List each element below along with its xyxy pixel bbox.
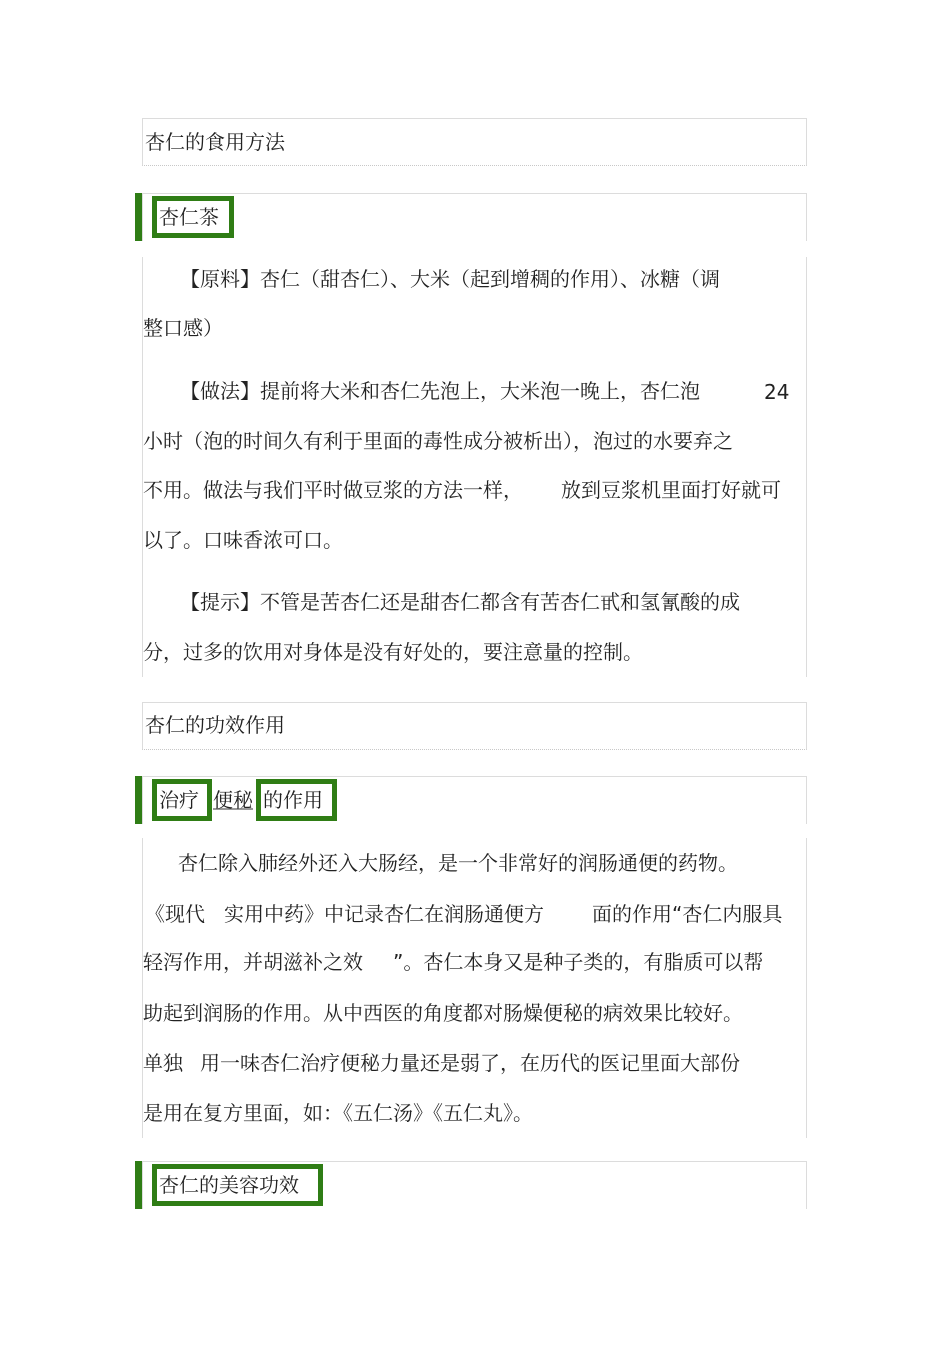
constipation-line-5a: 单独 <box>143 1051 183 1075</box>
constipation-line-2c: 面的作用“杏仁内服具 <box>592 902 783 926</box>
section-heading: 杏仁的食用方法 <box>145 130 285 154</box>
beauty-title: 杏仁的美容功效 <box>159 1173 299 1197</box>
constipation-line-3a: 轻泻作用，并胡滋补之效 <box>143 950 363 974</box>
constipation-line-4: 助起到润肠的作用。从中西医的角度都对肠燥便秘的病效果比较好。 <box>143 1001 743 1025</box>
section-bar <box>135 193 142 241</box>
tea-content-box <box>142 257 807 677</box>
constipation-line-5b: 用一味杏仁治疗便秘力量还是弱了，在历代的医记里面大部份 <box>200 1051 740 1075</box>
method-line-3b: 放到豆浆机里面打好就可 <box>561 478 781 502</box>
method-line-3a: 不用。做法与我们平时做豆浆的方法一样， <box>143 478 523 502</box>
constipation-title-c: 的作用 <box>263 788 323 812</box>
tea-title: 杏仁茶 <box>159 205 219 229</box>
method-line-1: 【做法】提前将大米和杏仁先泡上，大米泡一晚上，杏仁泡 <box>180 379 700 403</box>
constipation-line-1: 杏仁除入肺经外还入大肠经，是一个非常好的润肠通便的药物。 <box>178 851 738 875</box>
method-line-4: 以了。口味香浓可口。 <box>143 528 343 552</box>
constipation-title-a: 治疗 <box>159 788 199 812</box>
constipation-content-box <box>142 838 807 1138</box>
constipation-line-2b: 实用中药》中记录杏仁在润肠通便方 <box>224 902 544 926</box>
ingredients-line-1: 【原料】杏仁（甜杏仁）、大米（起到增稠的作用）、冰糖（调 <box>180 267 720 291</box>
tip-line-1: 【提示】不管是苦杏仁还是甜杏仁都含有苦杏仁甙和氢氰酸的成 <box>180 590 740 614</box>
section-heading: 杏仁的功效作用 <box>145 713 285 737</box>
constipation-line-3b: ”。杏仁本身又是种子类的，有脂质可以帮 <box>393 950 764 974</box>
constipation-line-2a: 《现代 <box>145 902 205 926</box>
section-bar <box>135 1161 142 1209</box>
constipation-title-b: 便秘 <box>213 788 253 812</box>
tea-title-box <box>142 193 807 241</box>
ingredients-line-2: 整口感） <box>143 316 223 340</box>
tip-line-2: 分，过多的饮用对身体是没有好处的，要注意量的控制。 <box>143 640 643 664</box>
section-bar <box>135 776 142 824</box>
method-line-2: 小时（泡的时间久有利于里面的毒性成分被析出），泡过的水要弃之 <box>143 429 733 453</box>
method-number: 24 <box>764 380 790 404</box>
constipation-line-6: 是用在复方里面，如：《五仁汤》《五仁丸》。 <box>143 1101 533 1125</box>
